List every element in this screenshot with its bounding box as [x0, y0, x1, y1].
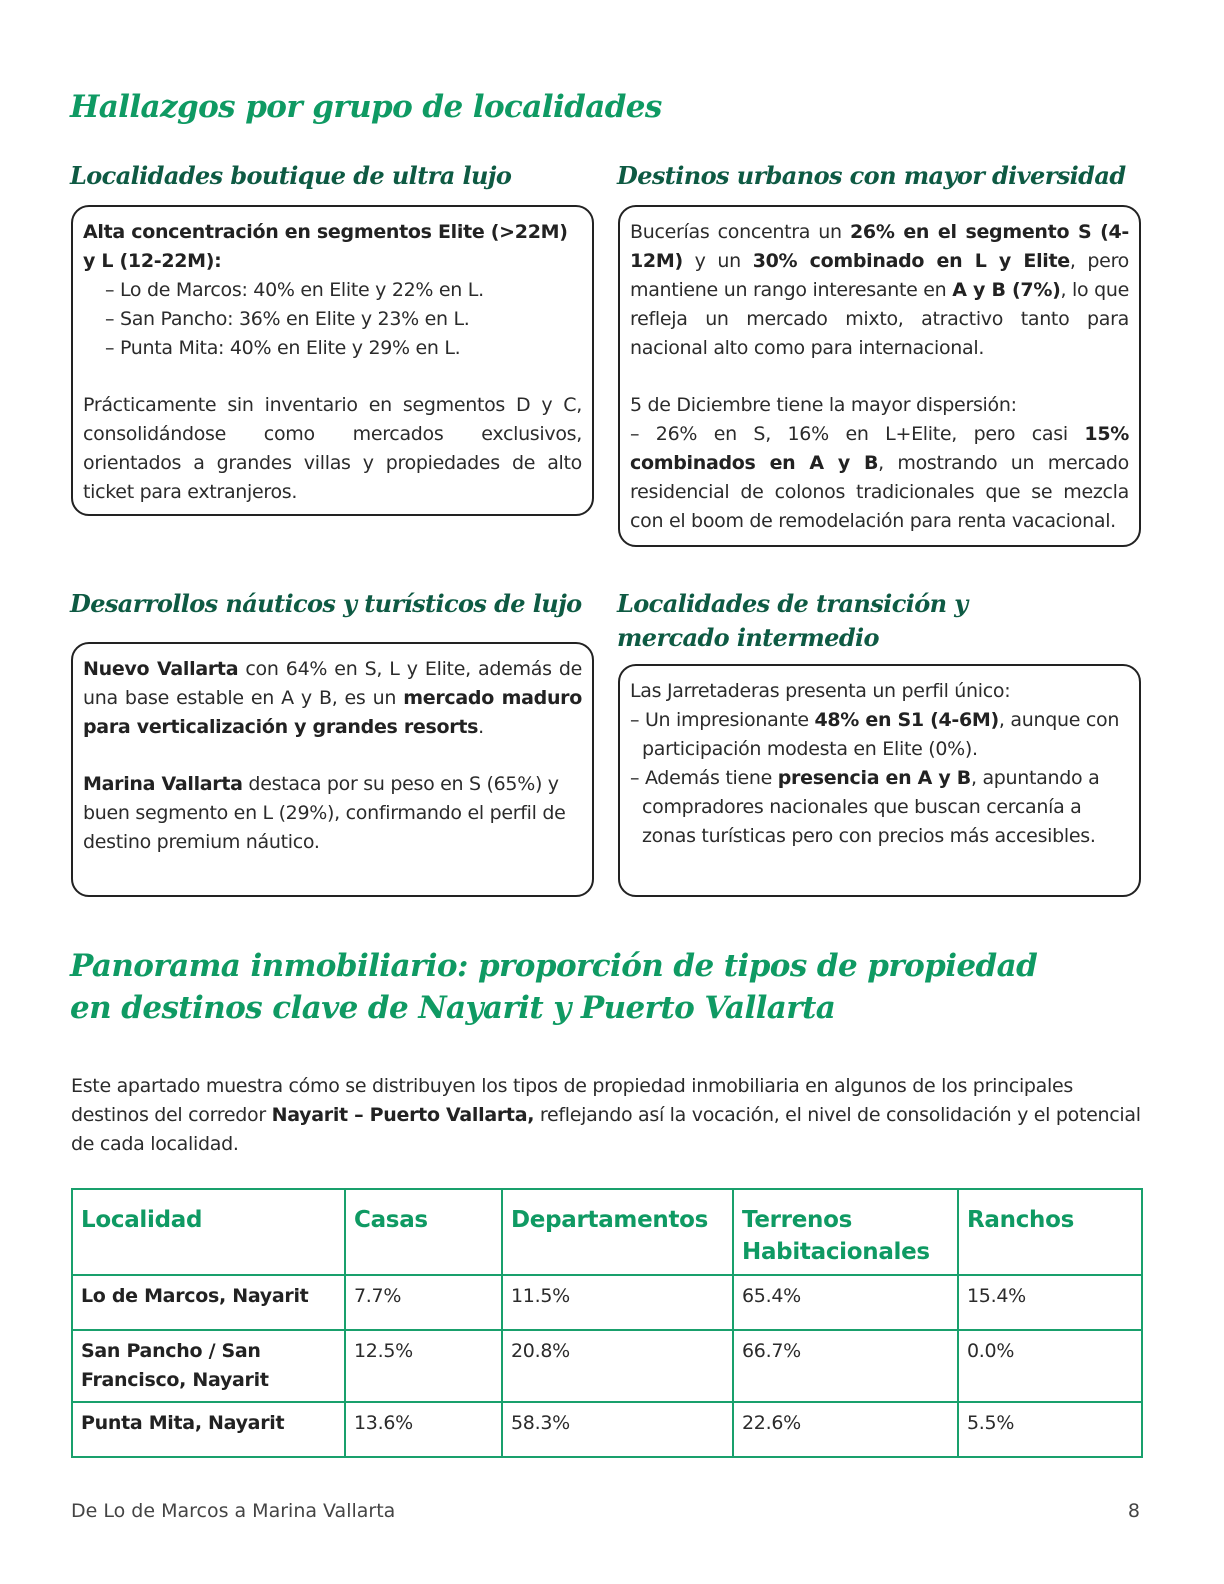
transicion-box [618, 664, 1141, 897]
locality-cell: Lo de Marcos, Nayarit [72, 1275, 345, 1330]
casas-cell: 13.6% [345, 1402, 502, 1457]
transicion-item: – Un impresionante 48% en S1 (4-6M), aunque con participación modesta en Elite (0%). [630, 709, 1120, 760]
terrenos-cell: 65.4% [733, 1275, 958, 1330]
section-title-nauticos: Desarrollos náuticos y turísticos de lujo [70, 589, 582, 618]
table-header-row [72, 1189, 1142, 1275]
transicion-intro: Las Jarretaderas presenta un perfil único: [630, 680, 1011, 702]
property-type-table [71, 1188, 1143, 1458]
terrenos-cell: 22.6% [733, 1402, 958, 1457]
locality-cell: San Pancho / San Francisco, Nayarit [72, 1330, 345, 1402]
urbanos-paragraph-2-intro: 5 de Diciembre tiene la mayor dispersión: [630, 394, 1017, 416]
terrenos-cell: 66.7% [733, 1330, 958, 1402]
table-row [72, 1330, 1142, 1402]
boutique-paragraph: Prácticamente sin inventario en segmentos D y C, consolidándose como mercados exclusivos, orientados a grandes villas y propiedades de alto ticket para extranjeros. [83, 394, 582, 503]
table-row [72, 1275, 1142, 1330]
page-number: 8 [1127, 1500, 1140, 1522]
main-title: Hallazgos por grupo de localidades [70, 89, 662, 125]
boutique-item: – San Pancho: 36% en Elite y 23% en L. [105, 308, 470, 330]
urbanos-paragraph-2: – 26% en S, 16% en L+Elite, pero casi 15% combinados en A y B, mostrando un mercado residencial de colonos tradicionales que se mezcla con el boom de remodelación para renta vacacional. [630, 423, 1130, 532]
departamentos-cell: 11.5% [502, 1275, 733, 1330]
ranchos-cell: 0.0% [958, 1330, 1142, 1402]
footer-title: De Lo de Marcos a Marina Vallarta [71, 1500, 396, 1522]
column-header: Ranchos [958, 1189, 1142, 1275]
urbanos-box [618, 205, 1141, 547]
transicion-item: – Además tiene presencia en A y B, apuntando a compradores nacionales que buscan cercanía a zonas turísticas pero con precios más accesibles. [630, 767, 1100, 847]
panorama-intro: Este apartado muestra cómo se distribuyen los tipos de propiedad inmobiliaria en algunos de los principales destinos del corredor Nayarit – Puerto Vallarta, reflejando así la vocación, el nivel de consolidación y el potencial de cada localidad. [71, 1075, 1141, 1155]
locality-cell: Punta Mita, Nayarit [72, 1402, 345, 1457]
section-title-boutique: Localidades boutique de ultra lujo [70, 161, 512, 190]
table-row [72, 1402, 1142, 1457]
casas-cell: 7.7% [345, 1275, 502, 1330]
column-header: Terrenos Habitacionales [733, 1189, 958, 1275]
boutique-heading: Alta concentración en segmentos Elite (>22M) y L (12-22M): [83, 221, 568, 272]
section-title-urbanos: Destinos urbanos con mayor diversidad [617, 161, 1126, 190]
nauticos-paragraph-1: Nuevo Vallarta con 64% en S, L y Elite, además de una base estable en A y B, es un mercado maduro para verticalización y grandes resorts. [83, 658, 582, 738]
casas-cell: 12.5% [345, 1330, 502, 1402]
nauticos-box [71, 642, 594, 897]
panorama-title: Panorama inmobiliario: proporción de tipos de propiedad en destinos clave de Nayarit y Puerto Vallarta [70, 948, 1038, 1026]
column-header: Casas [345, 1189, 502, 1275]
boutique-item: – Punta Mita: 40% en Elite y 29% en L. [105, 337, 461, 359]
ranchos-cell: 15.4% [958, 1275, 1142, 1330]
ranchos-cell: 5.5% [958, 1402, 1142, 1457]
departamentos-cell: 20.8% [502, 1330, 733, 1402]
departamentos-cell: 58.3% [502, 1402, 733, 1457]
boutique-item: – Lo de Marcos: 40% en Elite y 22% en L. [105, 279, 484, 301]
nauticos-paragraph-2: Marina Vallarta destaca por su peso en S (65%) y buen segmento en L (29%), confirmando el perfil de destino premium náutico. [83, 773, 566, 853]
urbanos-paragraph-1: Bucerías concentra un 26% en el segmento S (4-12M) y un 30% combinado en L y Elite, pero mantiene un rango interesante en A y B (7%), lo que refleja un mercado mixto, atractivo tanto para nacional alto como para internacional. [630, 221, 1129, 359]
column-header: Departamentos [502, 1189, 733, 1275]
boutique-box [71, 205, 594, 516]
column-header: Localidad [72, 1189, 345, 1275]
section-title-transicion: Localidades de transición y mercado intermedio [617, 589, 968, 652]
